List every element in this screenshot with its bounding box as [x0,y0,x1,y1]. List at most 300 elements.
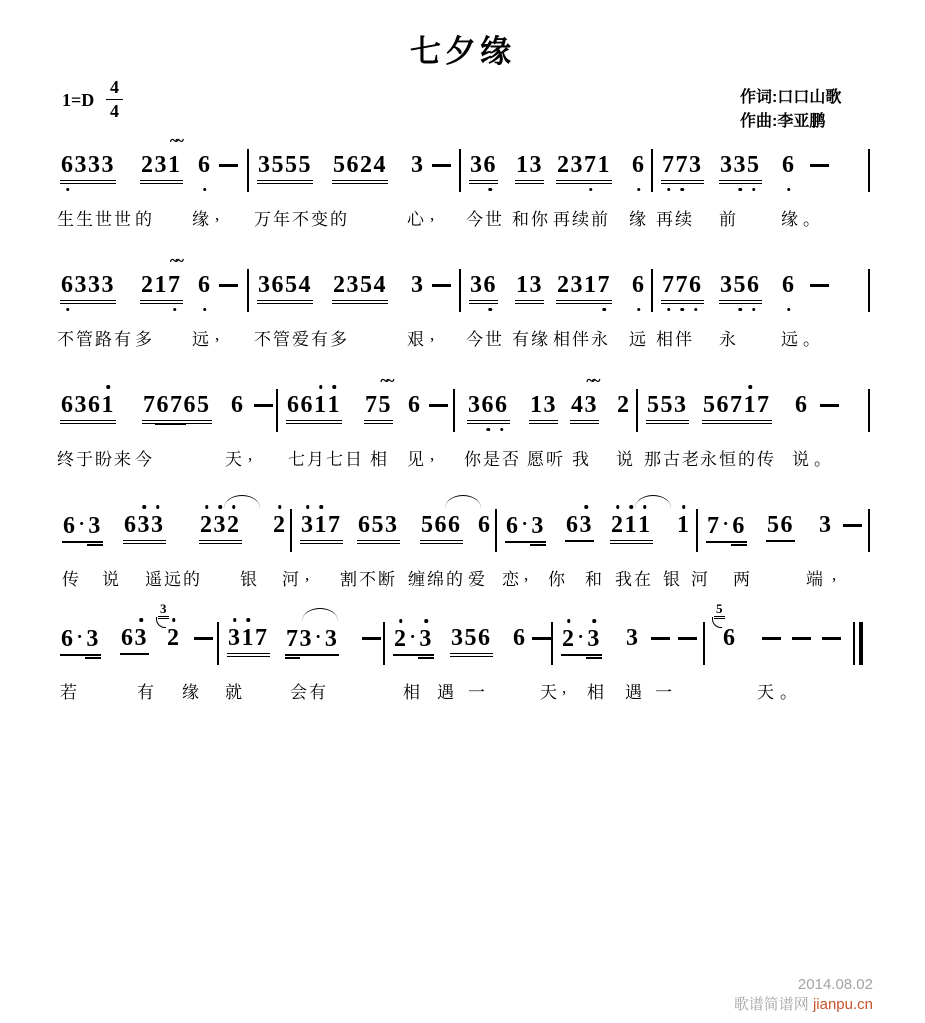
note-digit: 3 [531,513,545,539]
octave-dot-below [637,188,641,192]
note-digit: 6 [231,392,245,418]
note-group [123,512,166,544]
barline [696,509,698,552]
note-digit: 6 [121,625,135,651]
octave-dot-above [107,385,111,389]
octave-dot-below [203,308,207,312]
note-group [719,152,762,184]
note-digit: 3 [101,152,115,178]
time-signature-numerator: 4 [106,77,123,100]
octave-dot-below [681,188,685,192]
note-group [719,272,762,304]
barline [868,149,870,192]
lyric: 缘 [629,210,648,229]
note-digit: 3 [584,392,598,418]
note-digit: · [722,514,731,535]
note-digit: 5 [378,392,392,418]
lyric: 遥远的 [145,570,202,589]
note-digit: 6 [506,513,520,539]
lyric: 说 [792,450,811,469]
lyric: 端 [806,570,825,589]
barline [383,622,385,665]
watermark-date: 2014.08.02 [797,976,873,993]
lyric: 相 [587,683,606,702]
lyric: 远 [192,330,211,349]
lyric: 。 [814,450,833,469]
note-digit: · [409,627,418,648]
note-digit: 3 [580,512,594,538]
octave-dot-below [489,308,493,312]
note-digit: 2 [273,512,287,538]
note-digit: 3 [346,272,360,298]
barline [495,509,497,552]
note-group [610,512,653,544]
note-group [410,272,426,300]
lyric: 我 [572,450,591,469]
lyric: , [430,445,437,464]
duration-dash [532,637,551,640]
barline [651,269,653,312]
octave-dot-below [203,188,207,192]
note-digit: 7 [286,626,300,652]
lyric: 有 [137,683,156,702]
note-group [199,512,242,544]
lyric: 说 [102,570,121,589]
note-group [332,272,388,304]
note-digit: 1 [168,152,182,178]
note-digit: 3 [301,512,315,538]
note-digit: 3 [720,272,734,298]
note-digit: 6 [513,625,527,651]
lyric: 你 [548,570,567,589]
note-digit: 6 [495,392,509,418]
octave-dot-above [333,385,337,389]
octave-dot-above [306,505,310,509]
lyric: 相伴永 [553,330,610,349]
note-digit: 3 [470,272,484,298]
note-digit: 6 [88,392,102,418]
note-digit: 6 [716,392,730,418]
note-digit: 1 [677,512,691,538]
note-group [332,152,388,184]
note-group [561,625,602,656]
lyric: 遇 [625,683,644,702]
note-group [702,392,772,424]
note-digit: 1 [584,272,598,298]
octave-dot-above [247,618,251,622]
note-group [407,392,423,420]
note-digit: 6 [747,272,761,298]
note-digit: 5 [747,152,761,178]
note-digit: 2 [557,272,571,298]
lyric: 缘 [182,683,201,702]
octave-dot-above [399,619,403,623]
octave-dot-below [694,308,698,312]
note-digit: 6 [61,392,75,418]
note-digit: 1 [625,512,639,538]
extra-underline [418,657,434,659]
duration-dash [822,637,841,640]
note-digit: 3 [138,512,152,538]
lyric: , [524,565,531,584]
note-digit: 1 [516,152,530,178]
note-digit: 6 [408,392,422,418]
note-digit: 1 [516,272,530,298]
lyric: 天 [540,683,559,702]
extra-underline [285,657,300,659]
note-digit: · [521,514,530,535]
lyric: 传 [62,570,81,589]
lyric: 七月七日 [288,450,364,469]
note-digit: 5 [767,512,781,538]
octave-dot-above [592,619,596,623]
note-digit: 4 [298,272,312,298]
note-group [646,392,689,424]
note-digit: 6 [566,512,580,538]
note-digit: 5 [660,392,674,418]
note-group [631,272,647,300]
lyric: 。 [803,210,822,229]
lyric: 天 [757,683,776,702]
octave-dot-below [681,308,685,312]
octave-dot-below [603,308,607,312]
octave-dot-below [739,308,743,312]
watermark-site-line [734,995,873,1015]
note-group [625,625,641,653]
octave-dot-above [585,505,589,509]
note-digit: 6 [448,512,462,538]
note-digit: 5 [703,392,717,418]
lyric: 不管爱有 [254,330,330,349]
lyric: 艰 [407,330,426,349]
note-digit: 3 [587,626,601,652]
note-group [450,625,493,657]
notation-system [0,512,925,622]
note-digit: 6 [482,392,496,418]
note-group [140,131,183,184]
note-group [556,152,612,184]
note-group [477,512,493,540]
note-group [62,512,103,543]
note-digit: 5 [734,272,748,298]
note-digit: 6 [271,272,285,298]
watermark-site-link[interactable]: jianpu.cn [812,996,873,1013]
note-group [818,512,834,540]
octave-dot-above [205,505,209,509]
duration-dash [810,284,829,287]
barline [459,269,461,312]
lyric: 。 [803,330,822,349]
note-group [197,272,213,300]
barline [703,622,705,665]
note-digit: 7 [676,152,690,178]
note-digit: 6 [689,272,703,298]
note-group [257,152,313,184]
note-digit: 3 [154,152,168,178]
note-digit: 5 [360,272,374,298]
note-digit: · [76,627,85,648]
note-group [469,152,498,184]
lyric: 心 [407,210,426,229]
note-group [257,272,313,304]
lyric: 缘 [781,210,800,229]
note-group [706,512,747,543]
notation-system [0,601,925,735]
note-digit: 2 [557,152,571,178]
song-title: 七夕缘 [410,34,515,69]
note-digit: 3 [258,152,272,178]
lyric: , [430,325,437,344]
note-digit: 1 [597,152,611,178]
note-digit: 7 [143,392,157,418]
note-digit: 2 [562,626,576,652]
note-digit: 6 [124,512,138,538]
mordent-ornament: ~~ [380,371,391,390]
lyric: 不管路有 [57,330,133,349]
duration-dash [432,284,451,287]
lyric: 河 [282,570,301,589]
note-group [529,392,558,424]
lyric: 愿听 [527,450,565,469]
mordent-ornament: ~~ [169,131,181,150]
note-digit: 1 [744,392,758,418]
lyric: 今 [135,450,154,469]
lyric: 河 [691,570,710,589]
note-digit: 6 [346,152,360,178]
note-digit: 3 [411,272,425,298]
note-digit: 3 [324,626,339,652]
note-digit: 5 [285,272,299,298]
note-digit: 3 [734,152,748,178]
note-digit: 7 [170,392,184,418]
lyric: 再续 [656,210,694,229]
note-group [556,272,612,304]
extra-underline [87,544,103,546]
note-digit: · [577,627,586,648]
note-digit: 3 [411,152,425,178]
lyric: 和 [585,570,604,589]
note-digit: 6 [61,626,75,652]
octave-dot-above [616,505,620,509]
octave-dot-below [637,308,641,312]
note-group [716,601,738,653]
lyric: 的 [135,210,154,229]
note-digit: 5 [371,512,385,538]
lyric: 割不断 [340,570,397,589]
note-digit: · [315,627,323,648]
duration-dash [432,164,451,167]
note-digit: 3 [228,625,242,651]
lyric: 今世 [466,330,504,349]
lyric: 就 [225,683,244,702]
note-digit: 7 [584,152,598,178]
note-digit: 2 [141,152,155,178]
barline [459,149,461,192]
note-digit: 6 [780,512,794,538]
barline [247,149,249,192]
note-group [357,512,400,544]
lyric: 的 [330,210,349,229]
grace-note: 3 [158,602,169,619]
lyric: 有缘 [512,330,550,349]
note-digit: 7 [662,152,676,178]
octave-dot-above [233,618,237,622]
lyric: 再续前 [553,210,610,229]
octave-dot-above [682,505,686,509]
note-digit: 1 [242,625,256,651]
duration-dash [820,404,839,407]
note-group [661,272,704,304]
note-group [285,625,339,656]
lyricist-credit: 作词:口口山歌 [740,89,842,106]
barline [276,389,278,432]
note-digit: 7 [365,392,379,418]
watermark-site-name: 歌谱简谱网 [733,996,809,1013]
note-digit: 2 [167,625,181,651]
note-digit: 6 [63,513,77,539]
duration-dash [810,164,829,167]
barline [290,509,292,552]
note-group [227,625,270,657]
note-digit: 6 [484,272,498,298]
lyric: 两 [733,570,752,589]
note-digit: 1 [315,512,329,538]
note-digit: · [78,514,87,535]
barline [868,389,870,432]
barline [453,389,455,432]
note-digit: 6 [61,152,75,178]
lyric: 。 [780,683,799,702]
notation-system [0,371,925,502]
note-digit: 2 [360,152,374,178]
lyric: 今世 [466,210,504,229]
note-digit: 5 [298,152,312,178]
lyric: 相 [403,683,422,702]
mordent-ornament: ~~ [169,251,181,270]
note-group [120,625,149,655]
extra-underline [85,657,101,659]
note-digit: 3 [570,272,584,298]
note-digit: 6 [795,392,809,418]
extra-underline [155,423,186,425]
note-digit: 6 [632,152,646,178]
note-digit: 3 [385,512,399,538]
note-digit: 6 [358,512,372,538]
octave-dot-above [143,505,147,509]
lyric: 遇 [437,683,456,702]
lyric: 若 [60,683,79,702]
note-digit: 6 [632,272,646,298]
note-digit: 6 [198,152,212,178]
octave-dot-above [140,618,144,622]
barline [217,622,219,665]
note-digit: 5 [421,512,435,538]
note-digit: 6 [434,512,448,538]
note-digit: 3 [299,626,313,652]
octave-dot-below [66,308,70,312]
note-group [469,272,498,304]
extra-underline [731,544,747,546]
lyric: 你是否 [464,450,521,469]
duration-dash [219,284,238,287]
note-digit: 6 [287,392,301,418]
note-group [60,392,116,424]
note-digit: 3 [689,152,703,178]
lyric: 会有 [290,683,328,702]
note-digit: 3 [101,272,115,298]
lyric: 爱 [468,570,487,589]
note-digit: 7 [757,392,771,418]
note-digit: 1 [530,392,544,418]
note-group [766,512,795,542]
note-digit: 2 [200,512,214,538]
lyric: 多 [135,330,154,349]
lyric: 远 [629,330,648,349]
octave-dot-below [487,428,491,432]
note-group [631,152,647,180]
note-group [160,601,182,653]
note-digit: 2 [333,272,347,298]
note-digit: 3 [86,626,100,652]
note-digit: 4 [373,152,387,178]
barline [651,149,653,192]
note-digit: 6 [782,152,796,178]
watermark [734,975,873,1015]
duration-dash [762,637,781,640]
key-signature: 1=D [62,90,95,110]
note-digit: 3 [88,513,102,539]
note-digit: 5 [271,152,285,178]
octave-dot-below [500,428,504,432]
note-digit: 7 [328,512,342,538]
octave-dot-below [667,308,671,312]
note-group [140,251,183,304]
octave-dot-above [424,619,428,623]
duration-dash [219,164,238,167]
lyric: 恋 [502,570,521,589]
octave-dot-above [319,385,323,389]
octave-dot-below [589,188,593,192]
note-group [60,152,116,184]
duration-dash [678,637,697,640]
note-digit: 5 [197,392,211,418]
notation-system [0,251,925,382]
note-digit: 6 [732,513,746,539]
lyric: 多 [330,330,349,349]
note-digit: 6 [782,272,796,298]
lyric: 我在 [615,570,653,589]
lyric: , [248,445,255,464]
note-digit: 7 [168,272,182,298]
barline [853,622,855,665]
grace-note: 5 [714,602,725,619]
lyric: 银 [240,570,259,589]
lyric: 说 [616,450,635,469]
note-digit: 7 [730,392,744,418]
note-group [420,512,463,544]
note-digit: 6 [61,272,75,298]
lyric: 银 [663,570,682,589]
composer-credit: 作曲:李亚鹏 [740,113,826,130]
note-group [570,371,599,424]
lyric: 永 [719,330,738,349]
note-digit: 3 [419,626,433,652]
note-group [60,625,101,656]
note-digit: 3 [626,625,640,651]
note-group [512,625,528,653]
octave-dot-below [667,188,671,192]
octave-dot-below [489,188,493,192]
